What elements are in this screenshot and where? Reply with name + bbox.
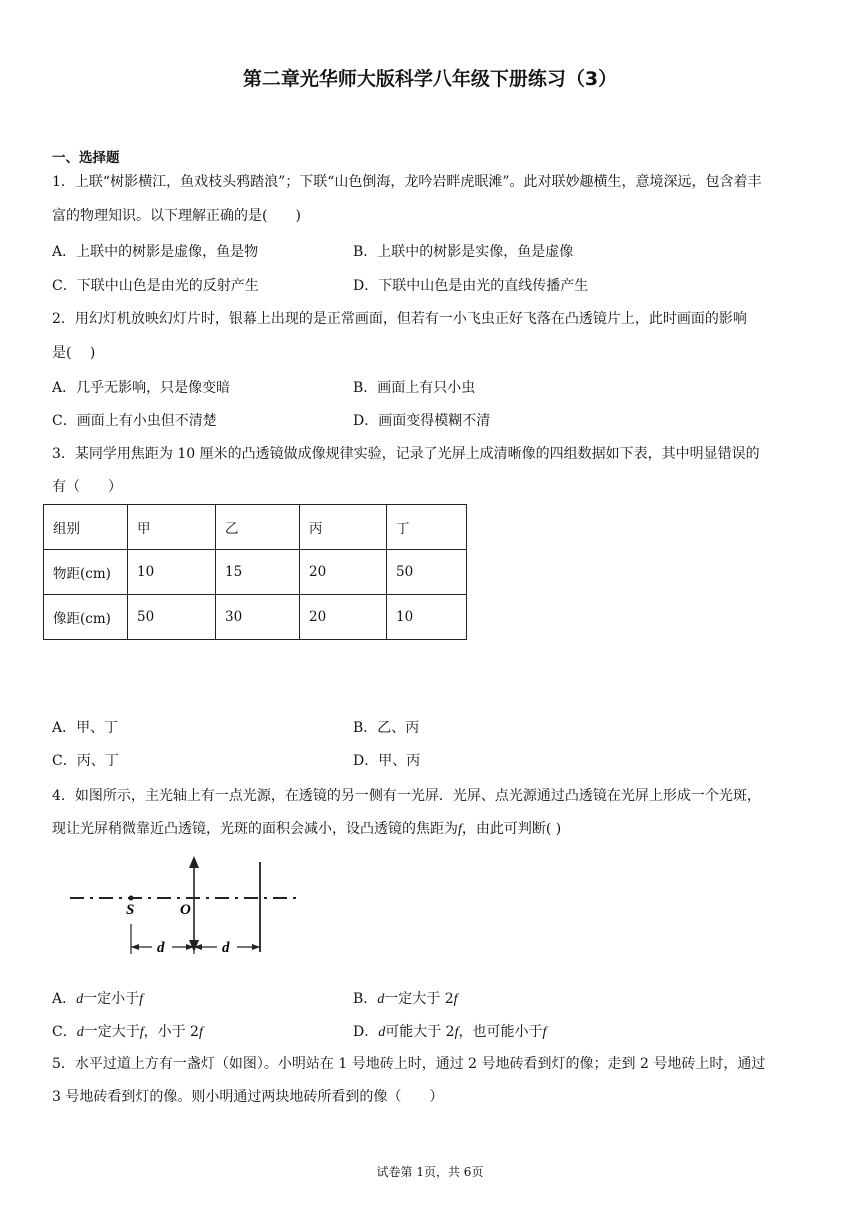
option-letter: A． xyxy=(52,991,77,1007)
option-text: 可能大于 2 xyxy=(385,1024,455,1040)
table-cell: 乙 xyxy=(216,505,300,550)
question-2-stem-line-2: 是( ) xyxy=(52,345,96,361)
label-d-left: d xyxy=(157,940,165,956)
focal-symbol: f xyxy=(198,1025,203,1040)
question-2-option-a[interactable]: A．几乎无影响，只是像变暗 xyxy=(52,380,231,396)
question-4-option-b[interactable] xyxy=(353,988,458,1008)
table-row xyxy=(44,595,467,640)
option-text: 一定大于 2 xyxy=(384,991,454,1007)
distance-symbol: d xyxy=(377,992,385,1007)
question-4-stem-line-2 xyxy=(52,819,561,840)
page-footer: 试卷第 1页，共 6页 xyxy=(376,1165,484,1179)
question-1-stem-line-1: 1．上联“树影横江，鱼戏枝头鸦踏浪”；下联“山色倒海，龙吟岩畔虎眠滩”。此对联妙趣横生，意境深远，包含着丰 xyxy=(52,174,762,190)
table-cell: 15 xyxy=(216,550,300,595)
question-4-option-c[interactable] xyxy=(52,1021,203,1041)
label-o: O xyxy=(180,902,191,918)
question-5-stem-line-1: 5．水平过道上方有一盏灯（如图）。小明站在 1 号地砖上时，通过 2 号地砖看到灯的像；走到 2 号地砖上时，通过 xyxy=(52,1056,766,1072)
focal-symbol: f xyxy=(139,1025,144,1040)
focal-symbol: f xyxy=(139,992,144,1007)
label-s: S xyxy=(126,902,135,918)
distance-symbol: d xyxy=(378,1025,386,1040)
question-1-option-a[interactable]: A．上联中的树影是虚像，鱼是物 xyxy=(52,244,259,260)
table-row xyxy=(44,550,467,595)
option-letter: D． xyxy=(353,1024,379,1040)
question-5-stem-line-2: 3 号地砖看到灯的像。则小明通过两块地砖所看到的像（ ） xyxy=(52,1089,444,1105)
table-cell: 30 xyxy=(216,595,300,640)
question-1-option-c[interactable]: C．下联中山色是由光的反射产生 xyxy=(52,278,259,294)
question-3-stem-line-2: 有（ ） xyxy=(52,479,122,495)
table-cell: 50 xyxy=(387,550,467,595)
focal-symbol: f xyxy=(453,992,458,1007)
dimension-arrow xyxy=(131,944,139,950)
question-3-stem-line-1: 3．某同学用焦距为 10 厘米的凸透镜做成像规律实验，记录了光屏上成清晰像的四组数据如下表，其中明显错误的 xyxy=(52,446,760,462)
lens-diagram xyxy=(60,852,310,962)
option-text: ，小于 2 xyxy=(143,1024,199,1040)
question-1-stem-line-2: 富的物理知识。以下理解正确的是( ) xyxy=(52,208,301,224)
question-4-option-d[interactable] xyxy=(353,1021,546,1041)
label-d-right: d xyxy=(222,940,230,956)
table-cell: 10 xyxy=(387,595,467,640)
stem-text: ，由此可判断( ) xyxy=(461,821,562,837)
distance-symbol: d xyxy=(76,992,84,1007)
option-text: ，也可能小于 xyxy=(458,1024,543,1040)
dimension-arrow xyxy=(252,944,260,950)
stem-text: 现让光屏稍微靠近凸透镜，光斑的面积会减小，设凸透镜的焦距为 xyxy=(52,821,458,837)
table-cell: 50 xyxy=(128,595,216,640)
distance-symbol: d xyxy=(76,1025,84,1040)
table-cell: 甲 xyxy=(128,505,216,550)
question-3-option-d[interactable]: D．甲、丙 xyxy=(353,753,421,769)
table-cell: 物距(cm) xyxy=(44,550,128,595)
focal-symbol: f xyxy=(542,1025,547,1040)
table-cell: 像距(cm) xyxy=(44,595,128,640)
table-row xyxy=(44,505,467,550)
question-1-option-b[interactable]: B．上联中的树影是实像，鱼是虚像 xyxy=(353,244,574,260)
question-3-option-b[interactable]: B．乙、丙 xyxy=(353,720,420,736)
table-cell: 丙 xyxy=(300,505,387,550)
option-letter: B． xyxy=(353,991,378,1007)
question-4-option-a[interactable] xyxy=(52,988,143,1008)
question-4-stem-line-1: 4．如图所示，主光轴上有一点光源，在透镜的另一侧有一光屏．光屏、点光源通过凸透镜在光屏上形成一个光斑， xyxy=(52,788,761,804)
question-2-option-c[interactable]: C．画面上有小虫但不清楚 xyxy=(52,413,217,429)
table-cell: 20 xyxy=(300,595,387,640)
page-title: 第二章光华师大版科学八年级下册练习（3） xyxy=(242,68,618,90)
question-3-option-c[interactable]: C．丙、丁 xyxy=(52,753,119,769)
question-2-option-d[interactable]: D．画面变得模糊不清 xyxy=(353,413,491,429)
table-cell: 组别 xyxy=(44,505,128,550)
table-cell: 20 xyxy=(300,550,387,595)
focal-symbol: f xyxy=(454,1025,459,1040)
question-1-option-d[interactable]: D．下联中山色是由光的直线传播产生 xyxy=(353,278,589,294)
data-table xyxy=(43,504,467,640)
table-cell: 丁 xyxy=(387,505,467,550)
point-source xyxy=(129,896,134,901)
section-heading: 一、选择题 xyxy=(52,150,120,166)
question-3-option-a[interactable]: A．甲、丁 xyxy=(52,720,119,736)
question-2-stem-line-1: 2．用幻灯机放映幻灯片时，银幕上出现的是正常画面，但若有一小飞虫正好飞落在凸透镜片上，此时画面的影响 xyxy=(52,311,747,327)
option-letter: C． xyxy=(52,1024,77,1040)
option-text: 一定小于 xyxy=(83,991,140,1007)
option-text: 一定大于 xyxy=(83,1024,140,1040)
lens-arrow-top xyxy=(189,856,199,868)
question-2-option-b[interactable]: B．画面上有只小虫 xyxy=(353,380,476,396)
table-cell: 10 xyxy=(128,550,216,595)
focal-symbol: f xyxy=(458,822,462,837)
